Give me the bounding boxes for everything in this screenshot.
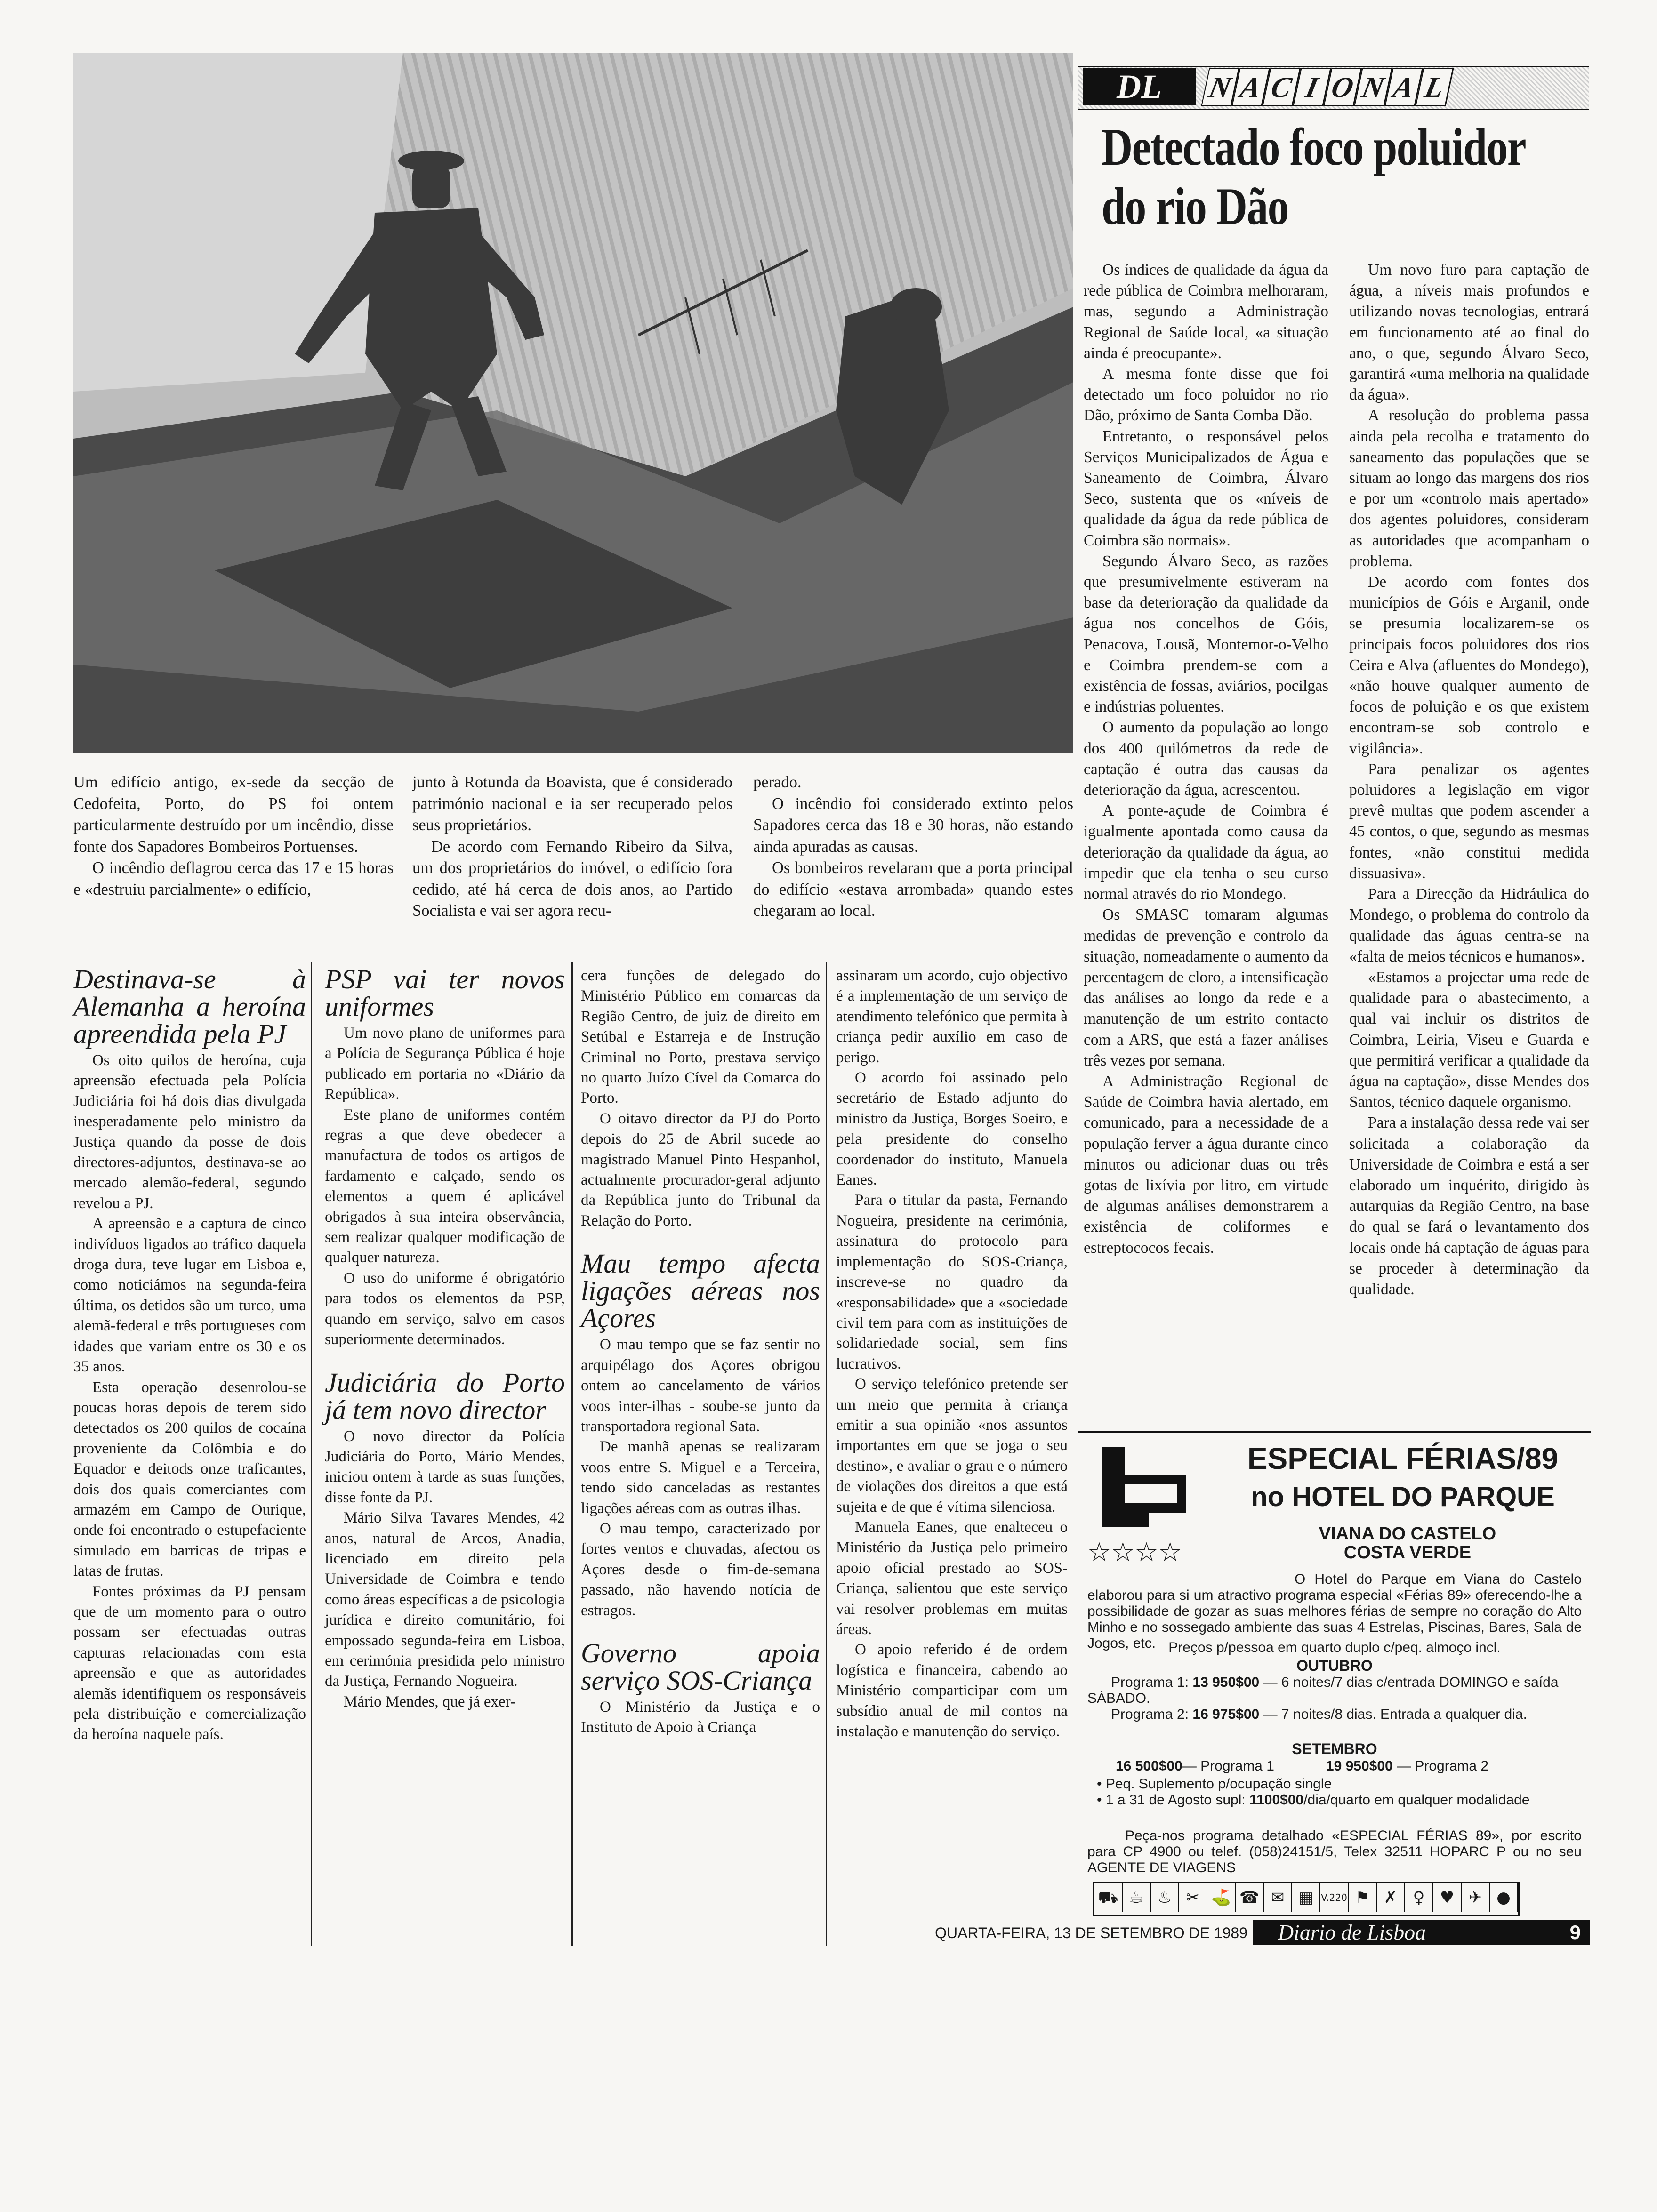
article-paragraph: O serviço telefónico pretende ser um meio que permita à criança emitir a sua opinião «nos assuntos importantes em que se joga o seu destino», e avaliar o grau e o número de violações dos direitos a que está sujeita e de que é vítima silenciosa. [836, 1376, 1068, 1515]
article-paragraph: Os SMASC tomaram algumas medidas de prevenção e controlo da situação, nomeadamente o aumento da percentagem de cloro, a intensificação das análises ao longo da rede e a manutenção de um estrito contacto com a ARS, que está a fazer análises três vezes por semana. [1084, 906, 1328, 1069]
column-rule [571, 962, 573, 1946]
article-paragraph: Mário Mendes, que já exer- [344, 1693, 515, 1710]
article-paragraph: Segundo Álvaro Seco, as razões que presumivelmente estiveram na base da deterioração da qualidade da água nos concelhos de Góis, Penacova, Lousã, Montemor-o-Velho e Coimbra prendem-se com a existência de fossas, aviários, pocilgas e indústrias poluentes. [1084, 552, 1328, 716]
third-column [581, 966, 820, 1738]
article-title: Mau tempo afecta ligações aéreas nos Açores [581, 1248, 820, 1334]
car-icon: ⛟ [1094, 1883, 1123, 1912]
ad-location-city: VIANA DO CASTELO [1319, 1524, 1496, 1544]
article-paragraph: O novo director da Polícia Judiciária do Porto, Mário Mendes, iniciou ontem à tarde as suas funções, disse fonte da PJ. [325, 1427, 565, 1506]
ad-text: • 1 a 31 de Agosto supl: [1097, 1792, 1250, 1808]
article-paragraph: Esta operação desenrolou-se poucas horas depois de terem sido detectados os 200 quilos de cocaína proveniente da Colômbia e do Equador e deitods onze traficantes, dois dos quais comerciantes com armazém em Campo de Ourique, onde foi encontrado o estupefaciente simulado em barricas de tripas e latas de frutas. [73, 1378, 306, 1580]
article-paragraph: Fontes próximas da PJ pensam que de um momento para o outro possam ser efectuadas outras capturas relacionadas com esta apreensão e que as autoridades alemãs identifiquem os responsáveis pela distribuição e comercialização da heroína naquele país. [73, 1583, 306, 1743]
ad-text: Programa 1: [1111, 1675, 1193, 1690]
caption-paragraph: De acordo com Fernando Ribeiro da Silva, um dos proprietários do imóvel, o edifício fora cedido, até há cerca de dois anos, ao Partido Socialista e vai ser agora recu- [412, 837, 732, 920]
ad-setembro-heading: SETEMBRO [1292, 1740, 1377, 1757]
article-paragraph: Um novo furo para captação de água, a níveis mais profundos e utilizando novas tecnologias, entrará em funcionamento até ao final do ano, o que, segundo Álvaro Seco, garantirá «uma melhoria na qualidade da água». [1349, 261, 1589, 404]
ad-intro: O Hotel do Parque em Viana do Castelo elaborou para si um atractivo programa especial «Férias 89» oferecendo-lhe a possibilidade de gozar as suas melhores férias de sempre no coração do Alto Minho e no sossegado ambiente das suas 4 Estrelas, Piscinas, Bares, Sala de Jogos, etc. [1087, 1571, 1582, 1651]
article-paragraph: De acordo com fontes dos municípios de Góis e Arganil, onde se presumia localizarem-se os principais focos poluidores dos rios Ceira e Alva (afluentes do Mondego), «não houve qualquer aumento de focos de poluição e os que existem encontram-se sob controlo e vigilância». [1349, 573, 1589, 757]
hotel-advertisement [1078, 1431, 1591, 1882]
ad-bullet-single: • Peq. Suplemento p/ocupação single [1097, 1776, 1332, 1792]
ad-price: 13 950$00 [1192, 1675, 1260, 1690]
article-paragraph: A mesma fonte disse que foi detectado um foco poluidor no rio Dão, próximo de Santa Comba Dão. [1084, 365, 1328, 425]
caption-paragraph: junto à Rotunda da Boavista, que é considerado património nacional e ia ser recuperado pelos seus proprietários. [412, 773, 732, 834]
article-paragraph: A Administração Regional de Saúde de Coimbra havia alertado, em comunicado, para a necessidade de a população ferver a água durante cinco minutos ou adicionar duas ou três gotas de lixívia por litro, em virtude de algumas análises demonstrarem a existência de coliformes e estreptococos fecais. [1084, 1072, 1328, 1257]
ad-text: — 6 noites/7 dias c/entrada DOMINGO e saída SÁBADO. [1087, 1675, 1559, 1706]
article-title: PSP vai ter novos uniformes [325, 964, 565, 1022]
caption-paragraph: Os bombeiros revelaram que a porta principal do edifício «estava arrombada» quando estes chegaram ao local. [753, 859, 1073, 920]
mail-icon: ✉ [1264, 1883, 1292, 1912]
section-letter: A [1384, 68, 1423, 106]
ad-location-region: COSTA VERDE [1343, 1543, 1472, 1563]
ad-outubro-heading: OUTUBRO [1296, 1657, 1373, 1674]
voltage-icon: V.220 [1320, 1883, 1349, 1912]
plane-icon: ✈ [1462, 1883, 1490, 1912]
ad-programa-2 [1087, 1707, 1582, 1723]
article-paragraph: O mau tempo que se faz sentir no arquipélago dos Açores obrigou ontem ao cancelamento de vários voos inter-ilhas - soube-se junto da transportadora regional Sata. [581, 1336, 820, 1435]
footer-paper-name: Diario de Lisboa [1253, 1920, 1451, 1945]
section-letter: C [1262, 68, 1301, 106]
caption-paragraph: O incêndio deflagrou cerca das 17 e 15 horas e «destruiu parcialmente» o edifício, [73, 859, 394, 898]
ad-setembro-prices [1116, 1758, 1586, 1774]
article-paragraph: Mário Silva Tavares Mendes, 42 anos, natural de Arcos, Anadia, licenciado em direito pela Universidade de Coimbra e tendo como áreas específicas a de psicologia jurídica e direito comunitário, foi empossado segunda-feira em Lisboa, em cerimónia presidida pelo ministro da Justiça, Fernando Nogueira. [325, 1509, 565, 1690]
hot-springs-icon: ♨ [1151, 1883, 1179, 1912]
page-number: 9 [1451, 1920, 1590, 1945]
heroina-article [73, 966, 306, 1745]
article-paragraph: O aumento da população ao longo dos 400 quilómetros da rede de captação é outra das causas da deterioração da água, acrescentou. [1084, 719, 1328, 799]
section-letter: N [1201, 68, 1239, 106]
column-rule [311, 962, 312, 1946]
caption-paragraph: Um edifício antigo, ex-sede da secção de Cedofeita, Porto, do PS foi ontem particularmente destruído por um incêndio, disse fonte dos Sapadores Bombeiros Portuenses. [73, 773, 394, 856]
article-paragraph: assinaram um acordo, cujo objectivo é a implementação de um serviço de atendimento telefónico que permita à criança pedir auxílio em caso de perigo. [836, 967, 1068, 1066]
ad-text: /dia/quarto em qualquer modalidade [1303, 1792, 1530, 1808]
article-paragraph: O oitavo director da PJ do Porto depois do 25 de Abril sucede ao magistrado Manuel Pinto Hespanhol, actualmente procurador-geral adjunto da República junto do Tribunal da Relação do Porto. [581, 1110, 820, 1229]
firefighters-roof-image [73, 53, 1073, 753]
ad-text: — Programa 2 [1392, 1758, 1489, 1774]
sos-continued [836, 966, 1068, 1742]
section-letter: I [1293, 68, 1331, 106]
tv-icon: ▦ [1292, 1883, 1320, 1912]
article-paragraph: Para penalizar os agentes poluidores a legislação em vigor prevê multas que podem ascender a 45 contos, o que, segundo as mesmas fontes, «não constitui medida dissuasiva». [1349, 760, 1589, 882]
hotel-logo-icon [1097, 1442, 1191, 1531]
coffee-icon: ☕ [1123, 1883, 1151, 1912]
dao-article-col-1 [1084, 260, 1328, 1258]
article-paragraph: A ponte-açude de Coimbra é igualmente apontada como causa da deterioração da qualidade da água, ao impedir que ela tenha o seu curso normal através do rio Mondego. [1084, 802, 1328, 903]
article-paragraph: Para o titular da pasta, Fernando Nogueira, presidente na cerimónia, assinatura do protocolo para implementação do SOS-Criança, inscreve-se no quadro da «responsabilidade» que a «sociedade civil tem para com as instituições de solidariedade social, sem fins lucrativos. [836, 1192, 1068, 1372]
section-title-nacional [1205, 68, 1450, 105]
caption-paragraph: perado. [753, 773, 802, 791]
article-paragraph: A resolução do problema passa ainda pela recolha e tratamento do saneamento das populações que se situam ao longo das margens dos rios e por um «controlo mais apertado» dos agentes poluidores, consideram as autoridades que acompanham o problema. [1349, 407, 1589, 570]
article-paragraph: O mau tempo, caracterizado por fortes ventos e chuvadas, afectou os Açores desde o fim-de-semana passado, não havendo notícia de estragos. [581, 1520, 820, 1619]
article-paragraph: Entretanto, o responsável pelos Serviços Municipalizados de Água e Saneamento de Coimbra, Álvaro Seco, sustenta que os «níveis de qualidade da água da rede pública de Coimbra são normais». [1084, 427, 1328, 549]
caption-paragraph: O incêndio foi considerado extinto pelos Sapadores cerca das 18 e 30 horas, não estando ainda apuradas as causas. [753, 794, 1073, 856]
ad-text: — Programa 1 [1182, 1758, 1274, 1774]
ad-price: 1100$00 [1249, 1792, 1304, 1808]
article-paragraph: Para a instalação dessa rede vai ser solicitada a colaboração da Universidade de Coimbra e está a ser elaborado um inquérito, dirigido às autarquias da Região Centro, na base do qual se fará o levantamento dos locais onde há captação de águas para se proceder à determinação da qualidade. [1349, 1114, 1589, 1298]
article-paragraph: De manhã apenas se realizaram voos entre S. Miguel e a Terceira, tendo sido canceladas as restantes ligações aéreas com as outras ilhas. [581, 1438, 820, 1517]
ad-price: 19 950$00 [1326, 1758, 1393, 1774]
article-paragraph: O acordo foi assinado pelo secretário de Estado adjunto do ministro da Justiça, Borges Soeiro, e pela presidente do conselho coordenador do instituto, Manuela Eanes. [836, 1069, 1068, 1189]
ad-bullet-agosto [1097, 1792, 1586, 1808]
cross-icon: ✗ [1377, 1883, 1405, 1912]
article-paragraph: Este plano de uniformes contém regras a que deve obedecer a manufactura de todos os artigos de fardamento e calçado, sendo os elementos a quem é aplicável obrigados à sua inteira observância, sem realizar qualquer modificação de qualquer natureza. [325, 1106, 565, 1266]
section-letter: A [1231, 68, 1270, 106]
article-paragraph: Manuela Eanes, que enalteceu o Ministério da Justiça pelo primeiro apoio oficial prestado ao SOS-Criança, salientou que este serviço vai resolver problemas em muitas áreas. [836, 1518, 1068, 1638]
ad-hotel-name: no HOTEL DO PARQUE [1251, 1482, 1555, 1512]
headline-line: Detectado foco poluidor [1102, 118, 1526, 176]
article-title: Judiciária do Porto já tem novo director [325, 1367, 565, 1425]
article-paragraph: O uso do uniforme é obrigatório para todos os elementos da PSP, quando em serviço, salvo em casos superiormente determinados. [325, 1269, 565, 1348]
caption-col-3 [753, 772, 1073, 922]
article-paragraph: Os índices de qualidade da água da rede pública de Coimbra melhoraram, mas, segundo a Administração Regional de Saúde local, «a situação ainda é preocupante». [1084, 261, 1328, 362]
headline-line: do rio Dão [1102, 177, 1288, 236]
ad-title: ESPECIAL FÉRIAS/89 [1247, 1442, 1559, 1475]
article-paragraph: «Estamos a projectar uma rede de qualidade para o abastecimento, a qual vai incluir os distritos de Coimbra, Leiria, Viseu e Guarda e que permitirá verificar a qualidade da água na captação», disse Mendes dos Santos, técnico daquele organismo. [1349, 968, 1589, 1111]
ad-text: Programa 2: [1111, 1707, 1193, 1722]
ad-price: 16 975$00 [1192, 1707, 1260, 1722]
ad-programa-1 [1087, 1675, 1582, 1707]
info-icon: ● [1490, 1883, 1518, 1912]
ad-text: — 7 noites/8 dias. Entrada a qualquer dia. [1259, 1707, 1527, 1722]
four-stars-icon: ☆☆☆☆ [1087, 1537, 1182, 1568]
column-rule [826, 962, 827, 1946]
fire-photo [73, 53, 1073, 753]
dao-article-col-2 [1349, 260, 1589, 1300]
heart-icon: ♥ [1433, 1883, 1462, 1912]
article-paragraph: A apreensão e a captura de cinco indivíduos ligados ao tráfico daquela droga dura, teve lugar em Lisboa e, como noticiámos na segunda-feira última, os detidos são um turco, uma alemã-federal e três portugueses com idades que variam entre os 30 e os 35 anos. [73, 1215, 306, 1376]
caption-col-1 [73, 772, 394, 900]
article-paragraph: Um novo plano de uniformes para a Polícia de Segurança Pública é hoje publicado em portaria no «Diário da República». [325, 1025, 565, 1103]
article-paragraph: O Ministério da Justiça e o Instituto de Apoio à Criança [581, 1698, 820, 1736]
article-paragraph: cera funções de delegado do Ministério Público em comarcas da Região Centro, de juiz de direito em Setúbal e Estarreja e de Instrução Criminal no Porto, prestava serviço no quarto Juízo Cível da Comarca do Porto. [581, 967, 820, 1107]
ad-contact: Peça-nos programa detalhado «ESPECIAL FÉRIAS 89», por escrito para CP 4900 ou telef. (058)24151/5, Telex 32511 HOPARC P ou no seu AGENTE DE VIAGENS [1087, 1828, 1582, 1875]
hairdresser-icon: ♀ [1405, 1883, 1433, 1912]
article-paragraph: Para a Direcção da Hidráulica do Mondego, o problema do controlo da qualidade das águas centra-se na «falta de meios técnicos e humanos». [1349, 885, 1589, 965]
article-paragraph: O apoio referido é de ordem logística e financeira, cabendo ao Ministério comparticipar com um subsídio anual de mil contos na instalação e manutenção do serviço. [836, 1641, 1068, 1740]
psp-judiciaria-column [325, 966, 565, 1712]
section-letter: N [1354, 68, 1392, 106]
flag-icon: ⚑ [1349, 1883, 1377, 1912]
caption-col-2 [412, 772, 732, 922]
article-title: Destinava-se à Alemanha a heroína apreendida pela PJ [73, 964, 306, 1049]
section-letter: L [1415, 68, 1454, 106]
footer-date: QUARTA-FEIRA, 13 DE SETEMBRO DE 1989 [935, 1924, 1247, 1941]
phone-icon: ☎ [1236, 1883, 1264, 1912]
article-paragraph: Os oito quilos de heroína, cuja apreensão efectuada pela Polícia Judiciária foi há dois dias divulgada inesperadamente pelo ministro da Justiça quando da posse de dois directores-adjuntos, destinava-se ao mercado alemão-federal, segundo revelou a PJ. [73, 1052, 306, 1212]
ad-prices-note: Preços p/pessoa em quarto duplo c/peq. almoço incl. [1168, 1640, 1501, 1655]
main-headline [1102, 118, 1603, 236]
scissors-icon: ✂ [1179, 1883, 1207, 1912]
article-title: Governo apoia serviço SOS-Criança [581, 1637, 820, 1696]
hotel-amenities-icons [1093, 1882, 1520, 1916]
section-letter: O [1323, 68, 1362, 106]
ad-price: 16 500$00 [1116, 1758, 1182, 1774]
dl-logo: DL [1083, 68, 1196, 105]
golf-icon: ⛳ [1207, 1883, 1236, 1912]
